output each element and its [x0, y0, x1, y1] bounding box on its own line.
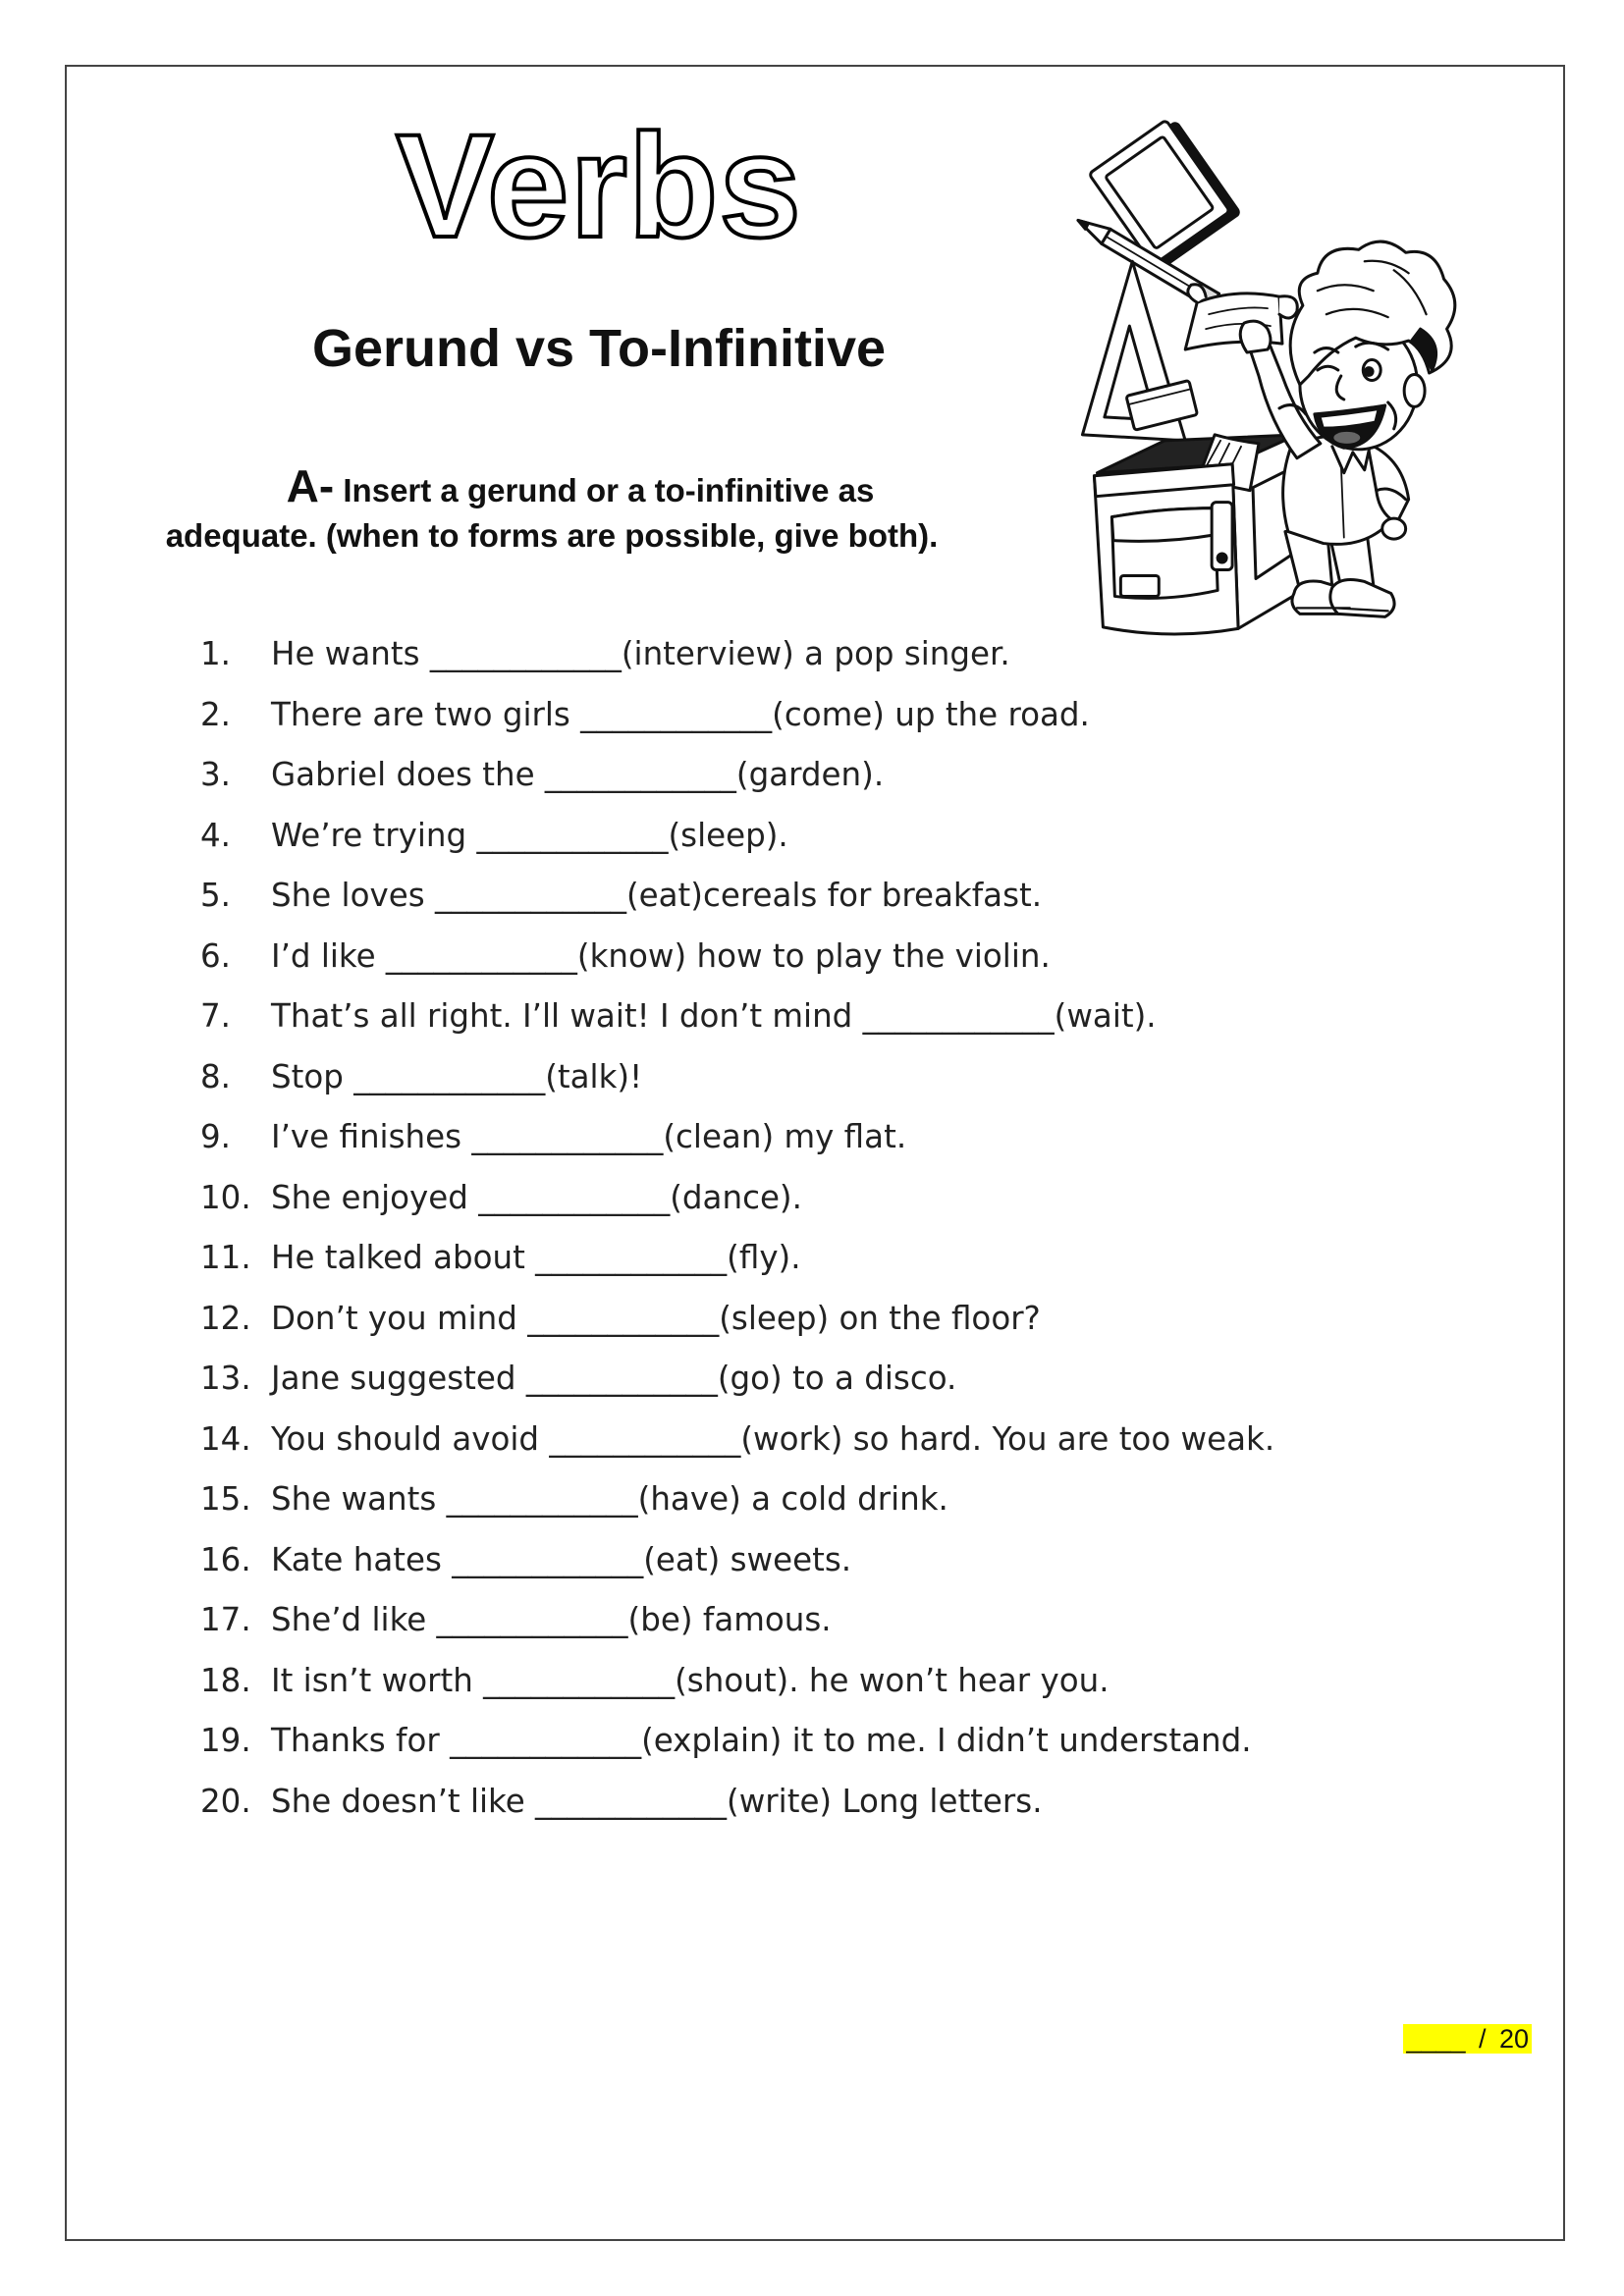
item-sentence: I’d like ____________(know) how to play the violin.: [271, 936, 1051, 975]
exercise-instruction-line-1: [188, 460, 973, 513]
exercise-item: [200, 866, 1274, 927]
item-sentence: She doesn’t like ____________(write) Long letters.: [271, 1782, 1043, 1820]
exercise-item: [200, 1228, 1274, 1289]
item-sentence: It isn’t worth ____________(shout). he won’t hear you.: [271, 1661, 1110, 1699]
item-number: 2.: [200, 695, 232, 733]
exercise-item: [200, 1530, 1274, 1591]
exercise-item: [200, 1590, 1274, 1651]
exercise-item: [200, 806, 1274, 867]
worksheet-title: Verbs: [396, 103, 802, 268]
exercise-label: A-: [286, 460, 335, 511]
exercise-item: [200, 1107, 1274, 1168]
eraser-icon: [1126, 381, 1198, 431]
item-number: 5.: [200, 877, 232, 914]
item-number: 9.: [200, 1118, 232, 1155]
item-number: 19.: [200, 1722, 251, 1759]
exercise-item: [200, 1651, 1274, 1712]
exercise-instruction-text: Insert a gerund or a to-infinitive as: [343, 472, 875, 508]
item-number: 11.: [200, 1239, 251, 1276]
item-sentence: He talked about ____________(fly).: [271, 1239, 801, 1276]
item-number: 20.: [200, 1782, 251, 1820]
exercise-item: [200, 987, 1274, 1047]
exercise-item: [200, 1168, 1274, 1229]
item-sentence: She wants ____________(have) a cold drink.: [271, 1480, 948, 1518]
item-number: 15.: [200, 1480, 251, 1518]
item-sentence: She’d like ____________(be) famous.: [271, 1601, 832, 1638]
exercise-item: [200, 1410, 1274, 1470]
exercise-list: [200, 624, 1274, 1832]
item-number: 17.: [200, 1601, 251, 1638]
item-number: 7.: [200, 997, 232, 1035]
item-number: 16.: [200, 1540, 251, 1578]
exercise-item: [200, 1349, 1274, 1410]
item-number: 10.: [200, 1178, 251, 1216]
item-number: 14.: [200, 1419, 251, 1458]
item-number: 12.: [200, 1299, 251, 1337]
item-number: 13.: [200, 1360, 251, 1397]
exercise-item: [200, 927, 1274, 988]
item-sentence: Gabriel does the ____________(garden).: [271, 756, 885, 793]
item-sentence: She enjoyed ____________(dance).: [271, 1178, 802, 1216]
exercise-instruction-line-2: adequate. (when to forms are possible, give both).: [165, 517, 939, 554]
item-sentence: There are two girls ____________(come) up the road.: [271, 695, 1090, 733]
exercise-item: [200, 685, 1274, 746]
score-box: ____ / 20: [1403, 2024, 1532, 2054]
exercise-item: [200, 1772, 1274, 1833]
item-number: 4.: [200, 816, 232, 854]
item-sentence: Stop ____________(talk)!: [271, 1057, 643, 1095]
item-sentence: He wants ____________(interview) a pop singer.: [271, 635, 1010, 672]
item-sentence: Thanks for ____________(explain) it to me. I didn’t understand.: [271, 1722, 1252, 1759]
item-sentence: We’re trying ____________(sleep).: [271, 816, 788, 854]
item-number: 3.: [200, 756, 232, 793]
worksheet-subtitle: Gerund vs To-Infinitive: [311, 319, 887, 378]
item-sentence: Jane suggested ____________(go) to a disco.: [271, 1360, 957, 1397]
exercise-item: [200, 1469, 1274, 1530]
exercise-item: [200, 745, 1274, 806]
item-number: 18.: [200, 1661, 251, 1699]
item-sentence: Don’t you mind ____________(sleep) on the floor?: [271, 1299, 1041, 1337]
item-number: 6.: [200, 936, 232, 975]
exercise-item: [200, 1711, 1274, 1772]
item-sentence: You should avoid ____________(work) so hard. You are too weak.: [271, 1419, 1275, 1458]
exercise-item: [200, 624, 1274, 685]
item-number: 1.: [200, 635, 232, 672]
schoolboy-with-schoolbag-icon: [1066, 110, 1463, 639]
item-sentence: That’s all right. I’ll wait! I don’t mind ____________(wait).: [271, 997, 1157, 1035]
exercise-item: [200, 1289, 1274, 1350]
exercise-item: [200, 1047, 1274, 1108]
item-sentence: Kate hates ____________(eat) sweets.: [271, 1540, 852, 1578]
schoolbag-icon: [1094, 435, 1302, 634]
item-sentence: I’ve finishes ____________(clean) my flat.: [271, 1118, 907, 1155]
item-number: 8.: [200, 1057, 232, 1095]
item-sentence: She loves ____________(eat)cereals for breakfast.: [271, 877, 1043, 914]
